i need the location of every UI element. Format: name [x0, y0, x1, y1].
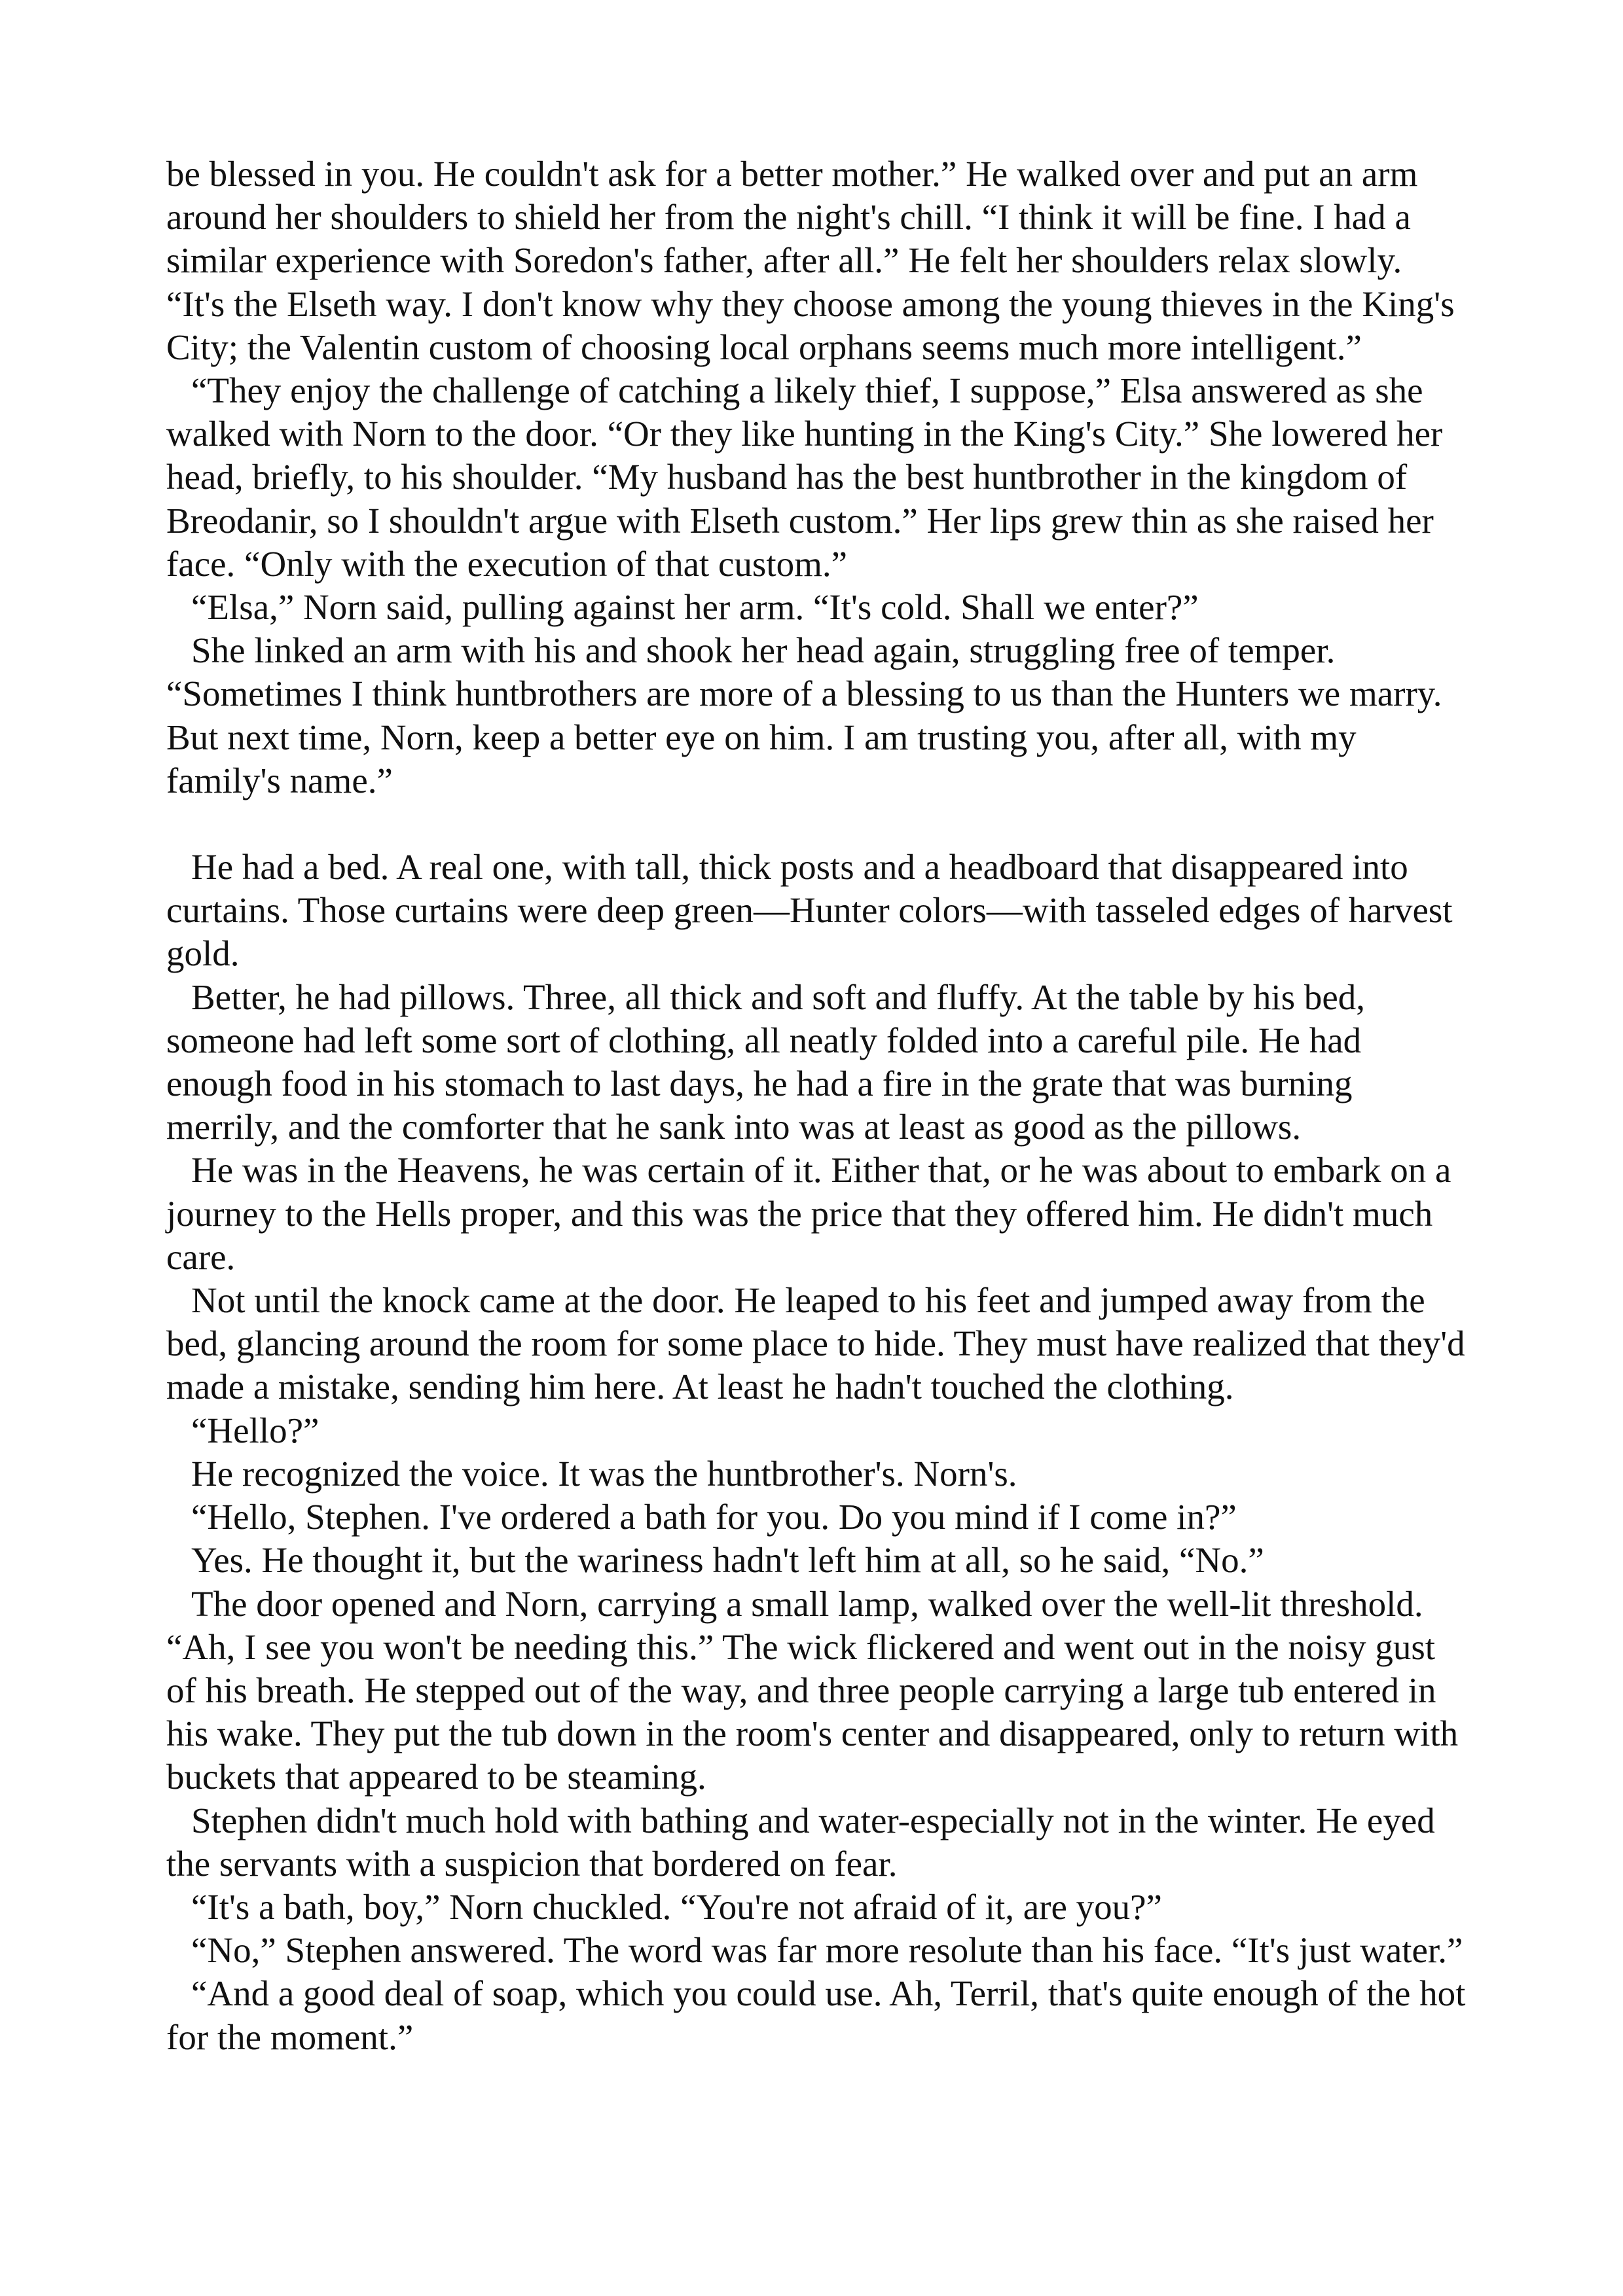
- paragraph: The door opened and Norn, carrying a small lamp, walked over the well-lit threshold. “Ah, I see you won't be needing this.” The wick flickered and went out in the noisy gust of his breath. He stepped out of the way, and three people carrying a large tub entered in his wake. They put the tub down in the room's center and disappeared, only to return with buckets that appeared to be steaming.: [166, 1583, 1459, 1797]
- paragraph: “Hello?”: [191, 1410, 319, 1450]
- paragraph: “Hello, Stephen. I've ordered a bath for you. Do you mind if I come in?”: [191, 1497, 1237, 1537]
- paragraph: “They enjoy the challenge of catching a likely thief, I suppose,” Elsa answered as she walked with Norn to the door. “Or they like hunting in the King's City.” She lowered her head, briefly, to his shoulder. “My husband has the best huntbrother in the kingdom of Breodanir, so I shouldn't argue with Elseth custom.” Her lips grew thin as she raised her face. “Only with the execution of that custom.”: [166, 370, 1443, 584]
- paragraph: Yes. He thought it, but the wariness hadn't left him at all, so he said, “No.”: [191, 1540, 1264, 1581]
- paragraph: “And a good deal of soap, which you could use. Ah, Terril, that's quite enough of the hot for the moment.”: [166, 1973, 1466, 2057]
- paragraph: Stephen didn't much hold with bathing and water-especially not in the winter. He eyed the servants with a suspicion that bordered on fear.: [166, 1800, 1435, 1884]
- paragraph: “No,” Stephen answered. The word was far more resolute than his face. “It's just water.”: [191, 1930, 1463, 1971]
- paragraph: He had a bed. A real one, with tall, thick posts and a headboard that disappeared into curtains. Those curtains were deep green—Hunter colors—with tasseled edges of harvest gold.: [166, 847, 1453, 974]
- paragraph: Not until the knock came at the door. He leaped to his feet and jumped away from the bed, glancing around the room for some place to hide. They must have realized that they'd made a mistake, sending him here. At least he hadn't touched the clothing.: [166, 1280, 1465, 1407]
- paragraph: “Elsa,” Norn said, pulling against her arm. “It's cold. Shall we enter?”: [191, 587, 1199, 628]
- text-column: [166, 152, 1469, 2059]
- paragraph: be blessed in you. He couldn't ask for a better mother.” He walked over and put an arm around her shoulders to shield her from the night's chill. “I think it will be fine. I had a similar experience with Soredon's father, after all.” He felt her shoulders relax slowly. “It's the Elseth way. I don't know why they choose among the young thieves in the King's City; the Valentin custom of choosing local orphans seems much more intelligent.”: [166, 154, 1455, 367]
- paragraph: He recognized the voice. It was the huntbrother's. Norn's.: [191, 1453, 1017, 1494]
- paragraph: She linked an arm with his and shook her head again, struggling free of temper. “Sometimes I think huntbrothers are more of a blessing to us than the Hunters we marry. But next time, Norn, keep a better eye on him. I am trusting you, after all, with my family's name.”: [166, 630, 1442, 800]
- paragraph: He was in the Heavens, he was certain of it. Either that, or he was about to embark on a journey to the Hells proper, and this was the price that they offered him. He didn't much care.: [166, 1150, 1451, 1277]
- paragraph: Better, he had pillows. Three, all thick and soft and fluffy. At the table by his bed, someone had left some sort of clothing, all neatly folded into a careful pile. He had enough food in his stomach to last days, he had a fire in the grate that was burning merrily, and the comforter that he sank into was at least as good as the pillows.: [166, 977, 1366, 1147]
- paragraph: “It's a bath, boy,” Norn chuckled. “You're not afraid of it, are you?”: [191, 1886, 1162, 1927]
- section-break: [166, 802, 1469, 846]
